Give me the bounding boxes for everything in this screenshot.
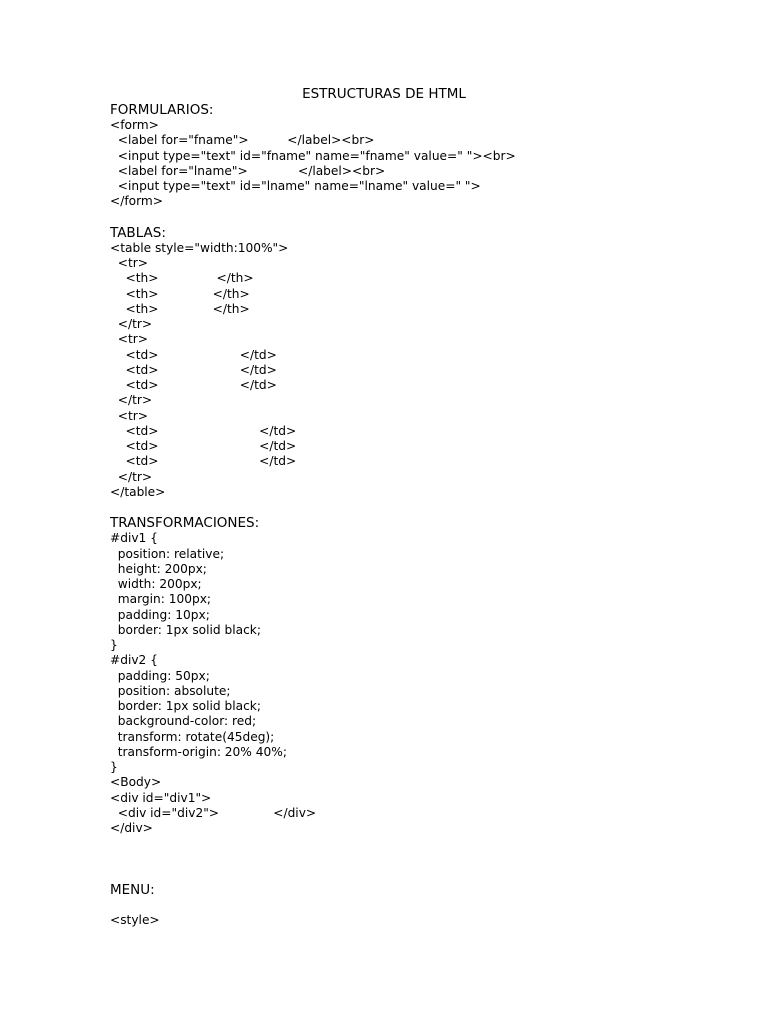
code-line: </tr> <box>110 393 153 408</box>
section-spacer <box>110 867 710 882</box>
code-line: background-color: red; <box>110 714 257 729</box>
code-line: height: 200px; <box>110 561 207 576</box>
section-spacer <box>110 852 710 867</box>
code-line: } <box>110 638 118 652</box>
code-line: </table> <box>110 484 166 499</box>
code-line: transform: rotate(45deg); <box>110 729 275 744</box>
code-line: <table style="width:100%"> <box>110 240 289 255</box>
code-line: <Body> <box>110 775 162 790</box>
section-spacer <box>110 500 710 515</box>
section-heading-tablas: TABLAS: <box>110 224 166 241</box>
code-line: <tr> <box>110 332 148 347</box>
code-line: </tr> <box>110 469 153 484</box>
section-tablas <box>110 225 710 500</box>
code-line: <label for="fname"> </label><br> <box>110 133 375 148</box>
code-line: </form> <box>110 194 163 209</box>
code-line: width: 200px; <box>110 577 202 591</box>
code-line: <th> </th> <box>110 301 250 316</box>
code-line: <div id="div1"> <box>110 790 212 805</box>
code-line: #div2 { <box>110 653 158 668</box>
code-line: border: 1px solid black; <box>110 622 261 637</box>
section-heading-transformaciones: TRANSFORMACIONES: <box>110 515 260 532</box>
section-heading-menu: MENU: <box>110 882 155 898</box>
code-line-blank <box>110 898 710 913</box>
code-line: border: 1px solid black; <box>110 699 261 713</box>
code-line: } <box>110 760 118 774</box>
section-heading-formularios: FORMULARIOS: <box>110 102 214 118</box>
code-line: <label for="lname"> </label><br> <box>110 163 386 178</box>
code-line: padding: 50px; <box>110 668 210 683</box>
code-line: position: absolute; <box>110 683 231 698</box>
code-line: </tr> <box>110 317 153 331</box>
code-line: <tr> <box>110 256 148 270</box>
code-line: <td> </td> <box>110 423 297 438</box>
code-line: transform-origin: 20% 40%; <box>110 744 287 759</box>
document-title: ESTRUCTURAS DE HTML <box>302 86 466 102</box>
section-menu <box>110 882 710 929</box>
code-line: position: relative; <box>110 546 225 561</box>
section-transformaciones <box>110 515 710 836</box>
code-line: <th> </th> <box>110 271 254 286</box>
document-body <box>110 102 710 929</box>
code-line: <style> <box>110 913 160 928</box>
section-spacer <box>110 210 710 225</box>
section-spacer <box>110 836 710 851</box>
code-line: <td> </td> <box>110 347 277 362</box>
code-line: <input type="text" id="fname" name="fname" value=" "><br> <box>110 148 516 163</box>
code-line: <td> </td> <box>110 362 277 377</box>
code-line: <div id="div2"> </div> <box>110 805 317 820</box>
section-formularios <box>110 102 710 210</box>
code-line: <form> <box>110 118 159 132</box>
code-line: <tr> <box>110 408 148 423</box>
code-line: <td> </td> <box>110 439 297 453</box>
code-line: <td> </td> <box>110 454 297 469</box>
code-line: <input type="text" id="lname" name="lname" value=" "> <box>110 179 481 193</box>
code-line: <th> </th> <box>110 286 250 301</box>
code-line: #div1 { <box>110 531 158 546</box>
code-line: <td> </td> <box>110 378 277 392</box>
code-line: margin: 100px; <box>110 592 212 607</box>
code-line: </div> <box>110 821 153 835</box>
code-line: padding: 10px; <box>110 607 210 622</box>
